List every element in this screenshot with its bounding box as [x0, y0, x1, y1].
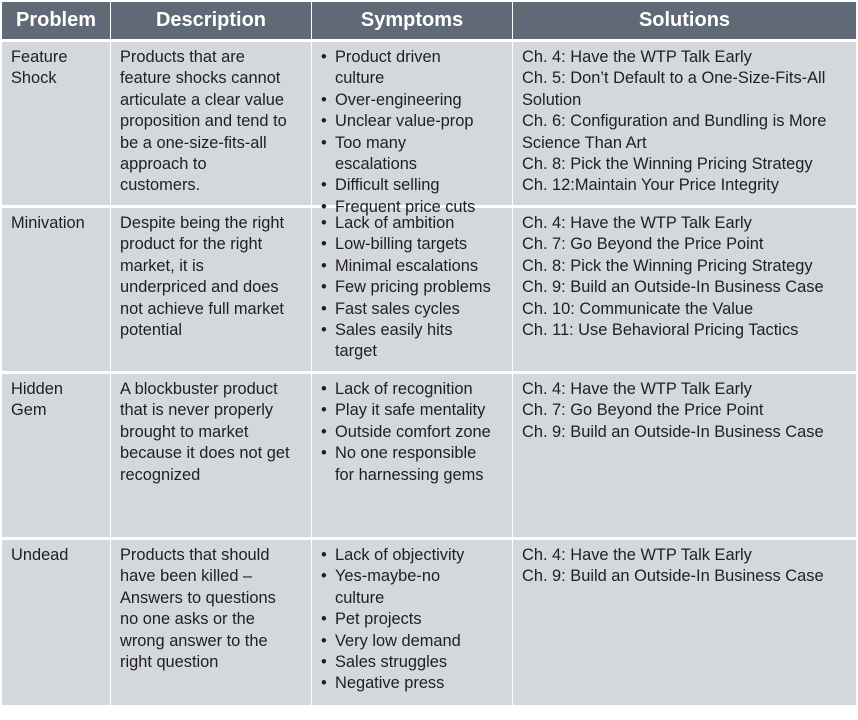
description-line: right question	[120, 653, 219, 672]
symptoms-list	[321, 545, 504, 695]
symptom-item	[321, 631, 504, 652]
description-line: not achieve full market	[120, 299, 284, 318]
problem-name-line: Feature	[11, 48, 68, 66]
problem-name-line: Shock	[11, 69, 57, 88]
solution-line: Ch. 4: Have the WTP Talk Early	[522, 546, 752, 564]
symptom-text: • Low-billing targets	[335, 235, 468, 254]
problem-cell	[2, 374, 110, 537]
symptom-text: culture	[335, 69, 385, 88]
header-description: Description	[110, 2, 311, 39]
solution-line: Ch. 4: Have the WTP Talk Early	[522, 214, 752, 232]
symptoms-cell	[311, 208, 512, 371]
table-row	[2, 537, 856, 705]
symptom-text: • Product driven	[335, 48, 441, 66]
symptom-text: • Frequent price cuts	[335, 197, 476, 216]
header-problem: Problem	[15, 9, 97, 31]
symptom-item	[321, 299, 504, 320]
symptom-text: • Minimal escalations	[335, 256, 479, 275]
description-line: approach to	[120, 155, 207, 174]
description-line: have been killed –	[120, 567, 253, 586]
symptom-text: for harnessing gems	[335, 465, 484, 484]
description-line: underpriced and does	[120, 278, 279, 297]
problem-name-line: Minivation	[11, 214, 85, 232]
symptom-item	[321, 175, 504, 196]
symptom-text: • Negative press	[335, 674, 445, 693]
symptom-text: • Difficult selling	[335, 176, 440, 195]
description-line: potential	[120, 321, 182, 340]
symptom-text: • Sales easily hits	[335, 321, 453, 340]
solution-line: Ch. 4: Have the WTP Talk Early	[522, 380, 752, 398]
description-line: recognized	[120, 465, 201, 484]
symptoms-cell	[311, 42, 512, 216]
solution-line: Ch. 12:Maintain Your Price Integrity	[522, 176, 779, 195]
description-line: A blockbuster product	[120, 380, 278, 398]
symptom-item	[321, 673, 504, 694]
symptom-text: • Over-engineering	[335, 90, 462, 109]
symptoms-list	[321, 47, 504, 218]
symptom-text: • Lack of ambition	[335, 214, 455, 232]
description-line: brought to market	[120, 422, 249, 441]
description-line: no one asks or the	[120, 610, 255, 629]
symptom-text: • Too many	[335, 133, 407, 152]
description-line: Despite being the right	[120, 214, 285, 232]
problem-cell	[2, 540, 110, 705]
description-cell	[110, 540, 311, 705]
symptom-text: • Fast sales cycles	[335, 299, 460, 318]
solution-line: Science Than Art	[522, 133, 647, 152]
symptom-text: • Pet projects	[335, 610, 422, 629]
description-line: feature shocks cannot	[120, 69, 281, 88]
header-solutions: Solutions	[512, 2, 856, 39]
solution-line: Ch. 11: Use Behavioral Pricing Tactics	[522, 321, 799, 340]
problem-name-line: Hidden	[11, 380, 63, 398]
description-cell	[110, 42, 311, 205]
table-row	[2, 39, 856, 216]
problem-name-line: Gem	[11, 401, 47, 420]
symptom-item	[321, 234, 504, 255]
solution-line: Ch. 9: Build an Outside-In Business Case	[522, 278, 824, 297]
symptom-text: • Lack of recognition	[335, 380, 473, 398]
problems-table	[2, 2, 856, 718]
description-line: Products that should	[120, 546, 270, 564]
symptoms-list	[321, 213, 504, 363]
symptom-item	[321, 545, 504, 566]
description-line: proposition and tend to	[120, 112, 287, 131]
symptom-text: • Play it safe mentality	[335, 401, 486, 420]
table-row	[2, 371, 856, 537]
symptom-text: • Very low demand	[335, 631, 461, 650]
description-line: Products that are	[120, 48, 245, 66]
symptom-text: • Lack of objectivity	[335, 546, 465, 564]
problem-name-line: Undead	[11, 546, 69, 564]
symptom-item	[321, 47, 504, 90]
solution-line: Solution	[522, 90, 582, 109]
symptom-item	[321, 400, 504, 421]
solution-line: Ch. 4: Have the WTP Talk Early	[522, 48, 752, 66]
description-cell	[110, 374, 311, 537]
description-line: because it does not get	[120, 444, 290, 463]
symptom-text: • Few pricing problems	[335, 278, 491, 297]
symptom-item	[321, 320, 504, 363]
symptom-item	[321, 213, 504, 234]
description-line: articulate a clear value	[120, 90, 284, 109]
description-line: wrong answer to the	[120, 631, 268, 650]
symptom-item	[321, 609, 504, 630]
solution-line: Ch. 9: Build an Outside-In Business Case	[522, 422, 824, 441]
description-cell	[110, 208, 311, 371]
problem-cell	[2, 42, 110, 205]
solution-line: Ch. 8: Pick the Winning Pricing Strategy	[522, 155, 813, 174]
symptom-text: • Yes-maybe-no	[335, 567, 441, 586]
solution-line: Ch. 5: Don’t Default to a One-Size-Fits-All	[522, 69, 826, 88]
symptom-text: • Outside comfort zone	[335, 422, 491, 441]
table-row	[2, 205, 856, 371]
solutions-cell	[512, 208, 856, 371]
description-line: that is never properly	[120, 401, 274, 420]
symptom-text: escalations	[335, 155, 418, 174]
symptom-item	[321, 566, 504, 609]
description-line: product for the right	[120, 235, 263, 254]
symptom-text: • Sales struggles	[335, 653, 448, 672]
symptom-item	[321, 277, 504, 298]
symptom-text: • No one responsible	[335, 444, 477, 463]
symptom-text: target	[335, 342, 377, 361]
symptoms-cell	[311, 540, 512, 705]
description-line: market, it is	[120, 256, 204, 275]
symptom-text: • Unclear value-prop	[335, 112, 474, 131]
solution-line: Ch. 10: Communicate the Value	[522, 299, 754, 318]
symptom-item	[321, 133, 504, 176]
symptoms-list	[321, 379, 504, 486]
solutions-cell	[512, 42, 856, 205]
symptom-item	[321, 443, 504, 486]
table-header	[2, 2, 856, 39]
description-line: customers.	[120, 176, 201, 195]
symptom-text: culture	[335, 588, 385, 607]
symptom-item	[321, 379, 504, 400]
solutions-cell	[512, 540, 856, 705]
solution-line: Ch. 7: Go Beyond the Price Point	[522, 401, 764, 420]
description-line: Answers to questions	[120, 588, 276, 607]
problem-cell	[2, 208, 110, 371]
header-symptoms: Symptoms	[311, 2, 512, 39]
table-body	[2, 39, 856, 705]
solution-line: Ch. 8: Pick the Winning Pricing Strategy	[522, 256, 813, 275]
solution-line: Ch. 6: Configuration and Bundling is More	[522, 112, 827, 131]
symptom-item	[321, 422, 504, 443]
symptom-item	[321, 111, 504, 132]
symptom-item	[321, 652, 504, 673]
solutions-cell	[512, 374, 856, 537]
solution-line: Ch. 7: Go Beyond the Price Point	[522, 235, 764, 254]
solution-line: Ch. 9: Build an Outside-In Business Case	[522, 567, 824, 586]
symptoms-cell	[311, 374, 512, 537]
symptom-item	[321, 256, 504, 277]
symptom-item	[321, 90, 504, 111]
description-line: be a one-size-fits-all	[120, 133, 267, 152]
